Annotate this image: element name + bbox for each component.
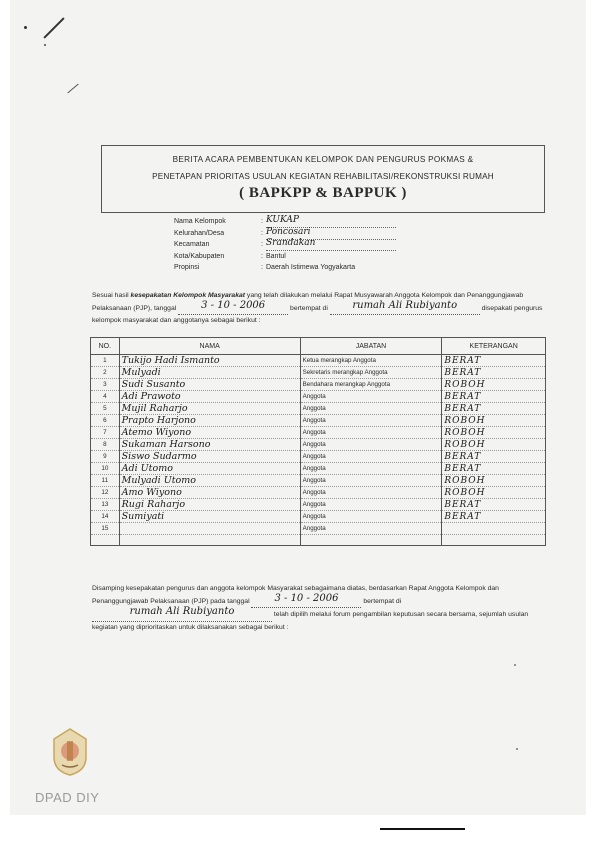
cell-jabatan: Anggota: [300, 511, 442, 523]
cell-jabatan: Anggota: [300, 499, 442, 511]
table-row: [91, 403, 546, 415]
table-row: [91, 367, 546, 379]
col-header-jabatan: JABATAN: [300, 338, 442, 355]
cell-jabatan: Anggota: [300, 523, 442, 535]
date-field: 3 - 10 - 2006: [178, 302, 288, 316]
cell-jabatan: Sekretaris merangkap Anggota: [300, 367, 442, 379]
table-row: [91, 499, 546, 511]
ink-speck: [516, 748, 518, 750]
cell-no: 11: [91, 475, 120, 487]
cell-jabatan: Anggota: [300, 427, 442, 439]
ink-speck: [514, 664, 516, 666]
cell-jabatan: Ketua merangkap Anggota: [300, 355, 442, 367]
info-value: KUKAP: [266, 215, 299, 225]
table-row: [91, 463, 546, 475]
ink-speck: [44, 44, 46, 46]
priority-paragraph: Disamping kesepakatan pengurus dan anggota kelompok Masyarakat sebagaimana diatas, berdasarkan Rapat Anggota Kelompok dan Penanggungjawab Pelaksanaan (PJP) pada tanggal 3 - 10 - 2006 bertempat di rumah Ali Rubiyanto telah dipilih melalui forum pengambilan keputusan secara bersama, sejumlah usulan kegiatan yang diprioritaskan untuk dilaksanakan sebagai berikut :: [92, 585, 529, 631]
watermark-text: DPAD DIY: [35, 790, 100, 805]
cell-jabatan: Anggota: [300, 487, 442, 499]
info-label: Propinsi: [174, 264, 200, 272]
cell-nama: Atemo Wiyono: [119, 427, 300, 439]
title-line-1: BERITA ACARA PEMBENTUKAN KELOMPOK DAN PENGURUS POKMAS &: [172, 155, 474, 164]
title-line-2: PENETAPAN PRIORITAS USULAN KEGIATAN REHABILITASI/REKONSTRUKSI RUMAH: [152, 172, 494, 181]
cell-no: 9: [91, 451, 120, 463]
cell-no: 2: [91, 367, 120, 379]
title-abbreviation: ( BAPKPP & BAPPUK ): [239, 185, 407, 201]
info-label: Kelurahan/Desa: [174, 229, 225, 237]
cell-keterangan: BERAT: [442, 451, 546, 463]
table-header-row: [91, 338, 546, 355]
table-row: [91, 427, 546, 439]
cell-no: [91, 534, 120, 546]
cell-no: 8: [91, 439, 120, 451]
cell-keterangan: BERAT: [442, 463, 546, 475]
pen-mark: [43, 17, 64, 38]
cell-nama: Sumiyati: [119, 511, 300, 523]
table-row: [91, 487, 546, 499]
table-row: [91, 439, 546, 451]
cell-keterangan: BERAT: [442, 355, 546, 367]
cell-no: 3: [91, 379, 120, 391]
cell-jabatan: Anggota: [300, 463, 442, 475]
cell-nama: Mulyadi: [119, 367, 300, 379]
cell-nama: [119, 534, 300, 546]
table-row: [91, 523, 546, 535]
cell-keterangan: [442, 523, 546, 535]
info-value: Daerah Istimewa Yogyakarta: [266, 264, 356, 272]
info-value: Srandakan: [266, 238, 316, 249]
cell-no: 1: [91, 355, 120, 367]
table-row: [91, 379, 546, 391]
cell-keterangan: ROBOH: [442, 439, 546, 451]
cell-no: 14: [91, 511, 120, 523]
info-value: Poncosari: [266, 226, 311, 237]
cell-nama: Sudi Susanto: [119, 379, 300, 391]
cell-jabatan: Anggota: [300, 391, 442, 403]
place-field: rumah Ali Rubiyanto: [330, 302, 480, 316]
cell-keterangan: BERAT: [442, 367, 546, 379]
info-label: Kota/Kabupaten: [174, 252, 225, 260]
ink-speck: [24, 26, 27, 29]
cell-no: 10: [91, 463, 120, 475]
cell-nama: Tukijo Hadi Ismanto: [119, 355, 300, 367]
cell-keterangan: ROBOH: [442, 487, 546, 499]
col-header-no: NO.: [91, 338, 120, 355]
cell-keterangan: ROBOH: [442, 379, 546, 391]
cell-nama: Mulyadi Utomo: [119, 475, 300, 487]
title-box: [101, 145, 545, 213]
cell-jabatan: Anggota: [300, 403, 442, 415]
table-row: [91, 355, 546, 367]
cell-keterangan: [442, 534, 546, 546]
pen-mark: [67, 84, 78, 94]
info-label: Nama Kelompok: [174, 218, 226, 225]
cell-jabatan: Bendahara merangkap Anggota: [300, 379, 442, 391]
cell-no: 5: [91, 403, 120, 415]
table-row: [91, 391, 546, 403]
cell-keterangan: BERAT: [442, 391, 546, 403]
cell-nama: Siswo Sudarmo: [119, 451, 300, 463]
cell-nama: Adi Prawoto: [119, 391, 300, 403]
agreement-paragraph: Sesuai hasil kesepakatan Kelompok Masyarakat yang telah dilakukan melalui Rapat Musyawarah Anggota Kelompok dan Penanggungjawab Pelaksanaan (PJP), tanggal 3 - 10 - 2006 bertempat di rumah Ali Rubiyanto disepakati pengurus kelompok masyarakat dan anggotanya sebagai berikut :: [92, 292, 543, 324]
cell-jabatan: Anggota: [300, 415, 442, 427]
cell-nama: Adi Utomo: [119, 463, 300, 475]
cell-no: 15: [91, 523, 120, 535]
cell-jabatan: [300, 534, 442, 546]
cell-jabatan: Anggota: [300, 439, 442, 451]
table-row: [91, 511, 546, 523]
divider: [380, 828, 465, 830]
cell-keterangan: ROBOH: [442, 475, 546, 487]
cell-no: 7: [91, 427, 120, 439]
dpad-emblem-icon: [50, 727, 90, 777]
cell-nama: Rugi Raharjo: [119, 499, 300, 511]
cell-keterangan: BERAT: [442, 499, 546, 511]
cell-keterangan: ROBOH: [442, 415, 546, 427]
date-field: 3 - 10 - 2006: [251, 595, 361, 609]
cell-keterangan: ROBOH: [442, 427, 546, 439]
col-header-keterangan: KETERANGAN: [442, 338, 546, 355]
cell-nama: Prapto Harjono: [119, 415, 300, 427]
cell-nama: [119, 523, 300, 535]
cell-jabatan: Anggota: [300, 451, 442, 463]
members-table: [90, 337, 546, 546]
table-row: [91, 451, 546, 463]
cell-no: 4: [91, 391, 120, 403]
col-header-nama: NAMA: [119, 338, 300, 355]
cell-no: 13: [91, 499, 120, 511]
cell-no: 6: [91, 415, 120, 427]
info-value: Bantul: [266, 252, 286, 260]
cell-nama: Amo Wiyono: [119, 487, 300, 499]
cell-keterangan: BERAT: [442, 403, 546, 415]
cell-nama: Mujil Raharjo: [119, 403, 300, 415]
info-label: Kecamatan: [174, 241, 210, 249]
cell-nama: Sukaman Harsono: [119, 439, 300, 451]
table-row: [91, 475, 546, 487]
place-field: rumah Ali Rubiyanto: [92, 608, 272, 622]
table-row: [91, 415, 546, 427]
cell-no: 12: [91, 487, 120, 499]
cell-jabatan: Anggota: [300, 475, 442, 487]
table-row: [91, 534, 546, 546]
cell-keterangan: BERAT: [442, 511, 546, 523]
